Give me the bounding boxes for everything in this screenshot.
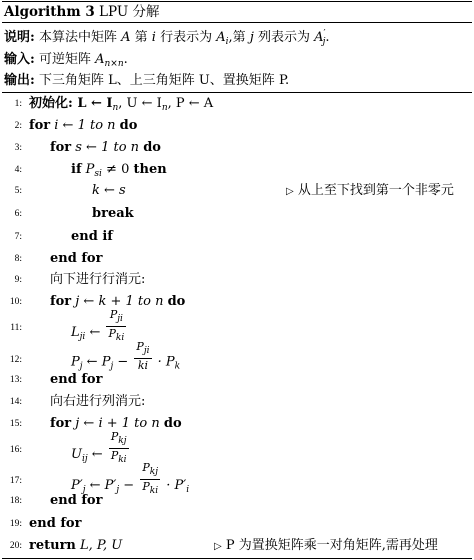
keyword: if <box>71 162 82 177</box>
algo-line-9 <box>0 271 474 291</box>
keyword: end for <box>29 516 82 531</box>
line-number: 2: <box>14 121 22 131</box>
line-code <box>71 161 167 183</box>
line-number: 18: <box>9 496 22 506</box>
line-code <box>29 117 137 135</box>
subscript: ji <box>117 314 123 324</box>
lhs-symbol: P′ <box>71 478 83 493</box>
keyword: end for <box>50 372 103 387</box>
period: . <box>325 30 330 45</box>
column-subscript: j <box>322 37 326 47</box>
assign-text: k ← s <box>92 183 126 198</box>
keyword: then <box>133 162 167 177</box>
line-number: 9: <box>14 275 22 285</box>
keyword: do <box>143 140 161 155</box>
index-symbol: j <box>249 30 254 45</box>
algo-line-13 <box>0 371 474 391</box>
arrow: ← <box>85 325 105 340</box>
subscript: ki <box>115 333 125 343</box>
title-rule <box>2 22 472 23</box>
comment <box>214 537 438 556</box>
subscript: k <box>174 361 181 372</box>
numerator: P <box>109 308 118 321</box>
algo-line-20 <box>0 537 474 557</box>
header-rule <box>2 92 472 93</box>
arrow: ← <box>87 447 107 462</box>
line-number: 7: <box>14 232 22 242</box>
algorithm-title <box>4 3 160 21</box>
tail-term: · P′ <box>162 478 187 493</box>
description-label: 说明: <box>4 30 35 45</box>
line-code <box>71 308 128 346</box>
line-number: 10: <box>9 297 22 307</box>
subscript: n <box>112 103 119 113</box>
comment-text: 从上至下找到第一个非零元 <box>297 183 454 198</box>
minus: − <box>113 354 133 370</box>
algo-line-18 <box>0 492 474 512</box>
keyword: do <box>119 118 138 133</box>
fraction <box>134 340 151 372</box>
input-line <box>4 51 128 73</box>
algorithm-label: Algorithm 3 <box>4 4 95 20</box>
fraction <box>109 430 129 467</box>
section-text: 向右进行列消元: <box>50 394 146 409</box>
denominator: P <box>142 480 150 493</box>
output-line <box>4 72 289 90</box>
section-text: 向下进行行消元: <box>50 272 146 287</box>
algo-line-3 <box>0 139 474 159</box>
init-text: 初始化: L ← I <box>29 96 113 111</box>
line-code <box>50 139 161 157</box>
period: . <box>123 52 128 67</box>
numerator: P <box>110 430 119 443</box>
subscript: kj <box>118 436 127 446</box>
subscript: ij <box>81 454 88 464</box>
subscript: si <box>94 169 102 179</box>
matrix-size: n×n <box>104 59 124 69</box>
condition-text: ≠ 0 <box>101 162 134 177</box>
loop-text: j ← k + 1 to n <box>71 294 168 309</box>
algo-line-14 <box>0 393 474 413</box>
keyword: for <box>50 294 72 309</box>
numerator: P <box>142 461 150 474</box>
subscript: i <box>186 485 190 495</box>
input-label: 输入: <box>4 52 35 67</box>
matrix-symbol: A <box>95 52 105 67</box>
fraction <box>106 308 126 345</box>
line-number: 20: <box>9 541 22 551</box>
algo-line-6 <box>0 205 474 225</box>
line-number: 15: <box>9 419 22 429</box>
keyword: break <box>92 206 134 221</box>
line-number: 17: <box>9 476 22 486</box>
line-number: 14: <box>9 397 22 407</box>
subscript: j <box>116 485 120 495</box>
lhs-symbol: L <box>71 325 80 340</box>
output-text: 下三角矩阵 L、上三角矩阵 U、置换矩阵 P. <box>38 73 290 88</box>
prime-mark: ′ <box>323 29 326 39</box>
line-number: 11: <box>10 323 22 333</box>
keyword: do <box>163 416 182 431</box>
row-symbol: A <box>216 30 226 45</box>
loop-text: s ← 1 to n <box>71 140 144 155</box>
subscript: j <box>110 361 114 372</box>
line-number: 13: <box>9 375 22 385</box>
input-text: 可逆矩阵 <box>38 52 91 67</box>
minus: − <box>119 478 139 493</box>
init-text: , U ← I <box>118 96 162 111</box>
subscript: ji <box>79 332 86 342</box>
line-number: 8: <box>14 254 22 264</box>
algo-line-10 <box>0 293 474 313</box>
lhs-symbol: U <box>71 447 82 462</box>
comment-triangle-icon: ▷ <box>214 541 222 552</box>
algorithm-name: LPU 分解 <box>99 4 160 20</box>
loop-text: j ← i + 1 to n <box>71 416 164 431</box>
subscript: j <box>79 361 83 372</box>
line-code <box>71 430 131 468</box>
description-text: ,第 <box>228 30 246 45</box>
numerator: P <box>136 340 144 353</box>
algo-line-15 <box>0 415 474 435</box>
keyword: do <box>167 294 186 309</box>
comment-text: P 为置换矩阵乘一对角矩阵,需再处理 <box>225 538 438 553</box>
top-rule <box>2 1 472 2</box>
line-number: 5: <box>14 186 22 196</box>
denominator: P <box>110 449 119 462</box>
line-number: 6: <box>14 209 22 219</box>
line-code <box>29 95 213 117</box>
algo-line-4 <box>0 161 474 181</box>
line-number: 4: <box>14 165 22 175</box>
algo-line-19 <box>0 515 474 535</box>
subscript: ji <box>143 346 150 356</box>
subscript: kj <box>149 467 159 477</box>
algo-line-11 <box>0 308 474 343</box>
subscript: ki <box>149 486 159 496</box>
algo-line-5 <box>0 182 474 202</box>
line-number: 16: <box>9 445 22 455</box>
tail-term: · P <box>153 354 175 370</box>
keyword: end for <box>50 251 103 266</box>
line-number: 12: <box>9 355 22 365</box>
keyword: end if <box>71 229 113 244</box>
keyword: for <box>29 118 51 133</box>
algo-line-8 <box>0 250 474 270</box>
line-number: 3: <box>14 143 22 153</box>
denominator: ki <box>137 359 149 372</box>
init-text: , P ← A <box>167 96 214 111</box>
index-symbol: i <box>151 30 156 45</box>
line-code <box>29 537 122 555</box>
algo-line-16 <box>0 430 474 465</box>
row-subscript: i <box>225 37 229 47</box>
keyword: return <box>29 538 76 553</box>
return-values: L, P, U <box>75 538 123 553</box>
lhs-symbol: P <box>71 354 80 370</box>
subscript: ki <box>118 455 127 465</box>
description-text: 行表示为 <box>160 30 213 45</box>
subscript: j <box>82 485 86 495</box>
keyword: end for <box>50 493 103 508</box>
description-text: 第 <box>134 30 148 45</box>
keyword: for <box>50 416 72 431</box>
algo-line-2 <box>0 117 474 137</box>
column-symbol: A <box>314 30 324 45</box>
line-number: 19: <box>9 519 22 529</box>
keyword: for <box>50 140 72 155</box>
description-text: 本算法中矩阵 <box>38 30 117 45</box>
comment-triangle-icon: ▷ <box>286 186 294 197</box>
matrix-symbol: A <box>121 30 131 45</box>
description-text: 列表示为 <box>258 30 311 45</box>
denominator: P <box>108 327 116 340</box>
condition-text: P <box>81 162 95 177</box>
arrow: ← P <box>82 354 111 370</box>
subscript: n <box>161 103 168 113</box>
arrow: ← P′ <box>85 478 117 493</box>
line-number: 1: <box>14 99 22 109</box>
loop-text: i ← 1 to n <box>50 118 120 133</box>
algo-line-1 <box>0 95 474 115</box>
bottom-rule <box>2 558 472 559</box>
description-line <box>4 25 330 51</box>
algo-line-7 <box>0 228 474 248</box>
comment <box>286 182 454 201</box>
output-label: 输出: <box>4 73 35 88</box>
